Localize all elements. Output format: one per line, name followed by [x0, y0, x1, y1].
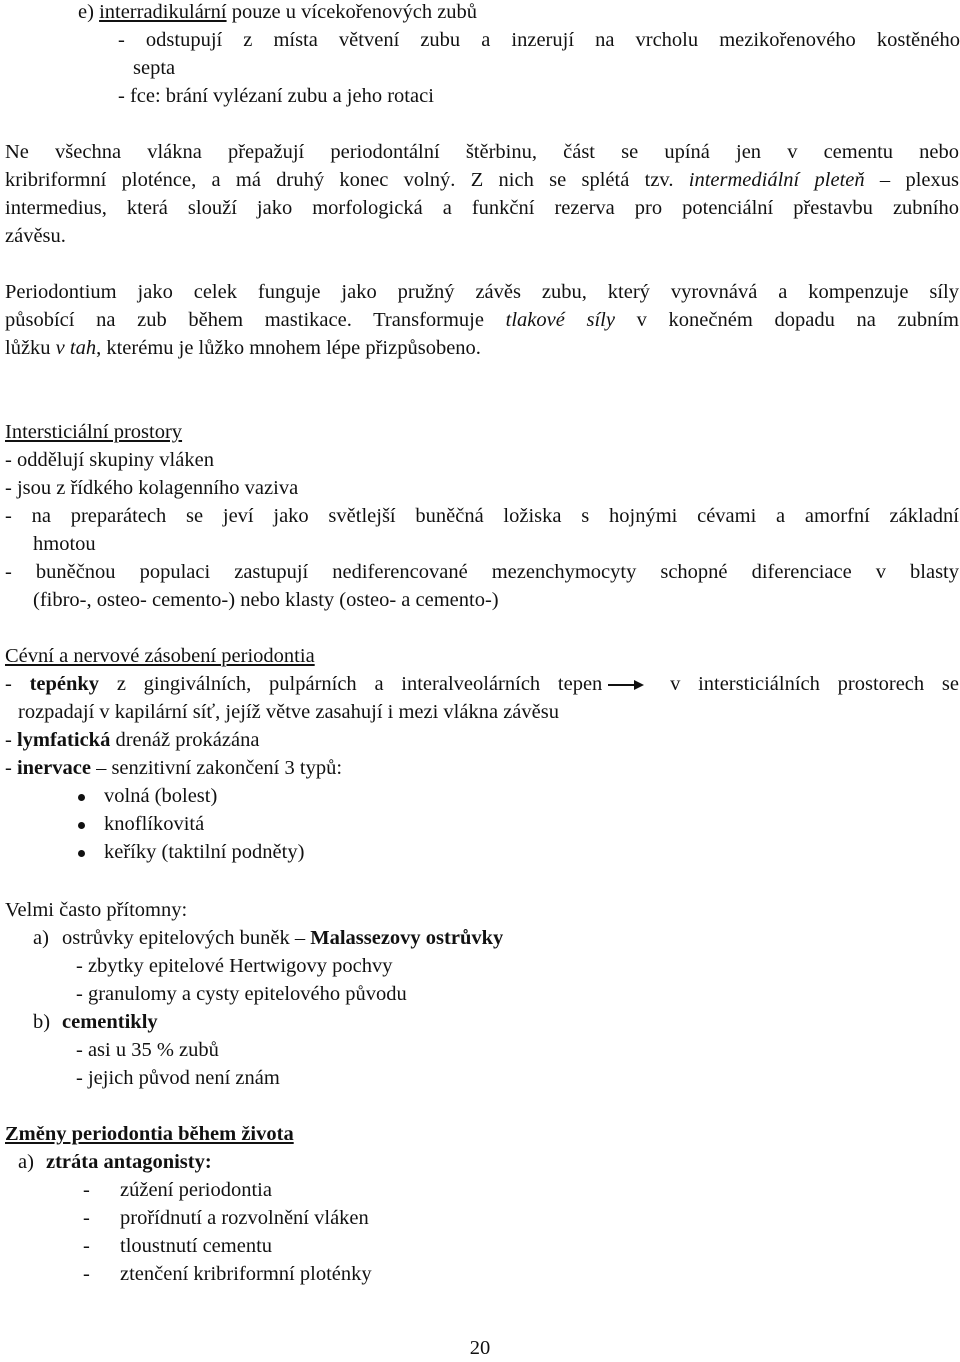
item-e-line3: - fce: brání vylézaní zubu a jeho rotaci — [118, 85, 434, 107]
item-e-line1: - odstupují z místa větvení zubu a inzerují na vrcholu mezikořenového kostěného — [118, 29, 960, 51]
zmeny-item-1: zúžení periodontia — [120, 1179, 272, 1201]
para1-line2: kribriformní ploténce, a má druhý konec volný. Z nich se splétá tzv. intermediální pleteň – plexus — [5, 169, 959, 191]
casto-a-label: a) — [33, 927, 49, 949]
para1-italic-term: intermediální pleteň — [688, 169, 865, 191]
dash-marker: - — [83, 1179, 90, 1201]
item-e-term: interradikulární — [99, 1, 227, 23]
zmeny-heading: Změny periodontia během života — [5, 1123, 294, 1145]
para2-line3: lůžku v tah, kterému je lůžko mnohem lépe přizpůsobeno. — [5, 337, 481, 359]
zmeny-item-2: prořídnutí a rozvolnění vláken — [120, 1207, 369, 1229]
cevni-tepenky-cont: rozpadají v kapilární síť, jejíž větve zasahují i mezi vlákna závěsu — [18, 701, 559, 723]
inervace-type-3: keříky (taktilní podněty) — [104, 841, 305, 863]
inervace-type-2: knoflíkovitá — [104, 813, 205, 835]
intersticialni-item4-cont: (fibro-, osteo- cemento-) nebo klasty (osteo- a cemento-) — [33, 589, 499, 611]
casto-a: ostrůvky epitelových buněk – Malassezovy ostrůvky — [62, 927, 504, 949]
intersticialni-heading: Intersticiální prostory — [5, 421, 183, 443]
zmeny-a-label: a) — [18, 1151, 34, 1173]
para2-italic-tah: v tah — [55, 337, 97, 359]
casto-a-item1: - zbytky epitelové Hertwigovy pochvy — [76, 955, 393, 977]
intersticialni-item3: - na preparátech se jeví jako světlejší buněčná ložiska s hojnými cévami a amorfní základní — [5, 505, 959, 527]
dash-marker: - — [83, 1263, 90, 1285]
item-e — [78, 0, 477, 26]
zmeny-item-4: ztenčení kribriformní ploténky — [120, 1263, 372, 1285]
bullet-icon — [78, 822, 85, 829]
casto-b-label: b) — [33, 1011, 51, 1033]
para2-italic-term: tlakové síly — [505, 309, 615, 331]
para2-line2: působící na zub během mastikace. Transformuje tlakové síly v konečném dopadu na zubním — [5, 309, 959, 331]
casto-b: cementikly — [62, 1011, 158, 1033]
inervace-type-1: volná (bolest) — [104, 785, 218, 807]
intersticialni-item2: - jsou z řídkého kolagenního vaziva — [5, 477, 299, 499]
bullet-icon — [78, 794, 85, 801]
casto-b-item1: - asi u 35 % zubů — [76, 1039, 219, 1061]
item-e-line2: septa — [133, 57, 176, 79]
para1-line3: intermedius, která slouží jako morfologická a funkční rezerva pro potenciální přestavbu zubního — [5, 197, 959, 219]
casto-b-item2: - jejich původ není znám — [76, 1067, 280, 1089]
casto-intro: Velmi často přítomny: — [5, 899, 188, 921]
casto-a-item2: - granulomy a cysty epitelového původu — [76, 983, 407, 1005]
item-e-label: e) — [78, 1, 94, 23]
cevni-tepenky: - tepénky z gingiválních, pulpárních a interalveolárních tepen v intersticiálních prostorech se — [5, 673, 959, 695]
cevni-inervace: - inervace – senzitivní zakončení 3 typů: — [5, 757, 343, 779]
dash-marker: - — [83, 1207, 90, 1229]
item-e-rest: pouze u vícekořenových zubů — [226, 1, 478, 23]
cevni-lymfaticka: - lymfatická drenáž prokázána — [5, 729, 260, 751]
bullet-icon — [78, 850, 85, 857]
dash-marker: - — [83, 1235, 90, 1257]
intersticialni-item3-cont: hmotou — [33, 533, 96, 555]
zmeny-item-3: tloustnutí cementu — [120, 1235, 273, 1257]
para1-line4: závěsu. — [5, 225, 66, 247]
intersticialni-item1: - oddělují skupiny vláken — [5, 449, 214, 471]
arrow-right-icon — [608, 678, 644, 692]
zmeny-a: ztráta antagonisty: — [46, 1151, 212, 1173]
page-number: 20 — [469, 1337, 491, 1359]
para1-line1: Ne všechna vlákna přepažují periodontální štěrbinu, část se upíná jen v cementu nebo — [5, 141, 959, 163]
intersticialni-item4: - buněčnou populaci zastupují nediferencované mezenchymocyty schopné diferenciace v blasty — [5, 561, 959, 583]
cevni-heading: Cévní a nervové zásobení periodontia — [5, 645, 315, 667]
para2-line1: Periodontium jako celek funguje jako pružný závěs zubu, který vyrovnává a kompenzuje síly — [5, 281, 959, 303]
